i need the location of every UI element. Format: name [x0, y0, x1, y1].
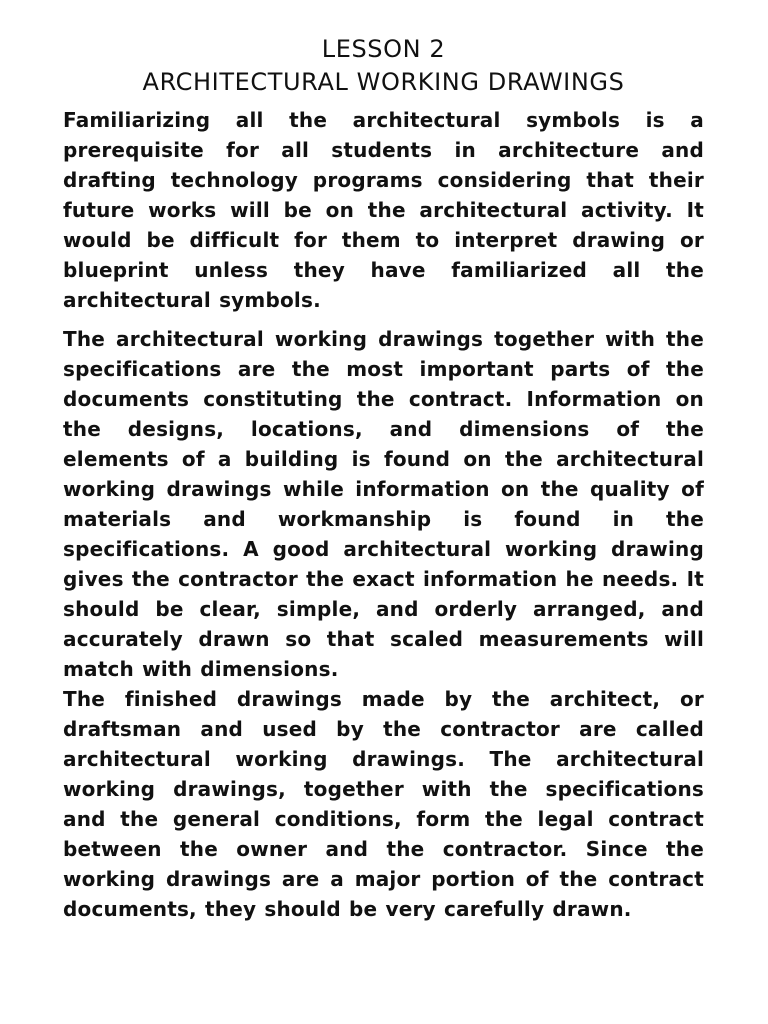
paragraph-intro: Familiarizing all the architectural symbols is a prerequisite for all students in architecture and drafting technology programs considering that their future works will be on the architectural activity. It would be difficult for them to interpret drawing or blueprint unless they have familiarized all the architectural symbols.: [63, 108, 704, 312]
paragraph-finished-drawings: The finished drawings made by the architect, or draftsman and used by the contractor are called architectural working drawings. The architectural working drawings, together with the specifications and the general conditions, form the legal contract between the owner and the contractor. Since the working drawings are a major portion of the contract documents, they should be very carefully drawn.: [63, 687, 704, 921]
lesson-title: ARCHITECTURAL WORKING DRAWINGS: [142, 68, 625, 96]
document-page: [63, 33, 704, 924]
lesson-number: LESSON 2: [321, 35, 446, 63]
paragraph-working-drawings: The architectural working drawings together with the specifications are the most important parts of the documents constituting the contract. Information on the designs, locations, and dimensions of the elements of a building is found on the architectural working drawings while information on the quality of materials and workmanship is found in the specifications. A good architectural working drawing gives the contractor the exact information he needs. It should be clear, simple, and orderly arranged, and accurately drawn so that scaled measurements will match with dimensions.: [63, 327, 704, 681]
lesson-heading: [63, 33, 704, 99]
